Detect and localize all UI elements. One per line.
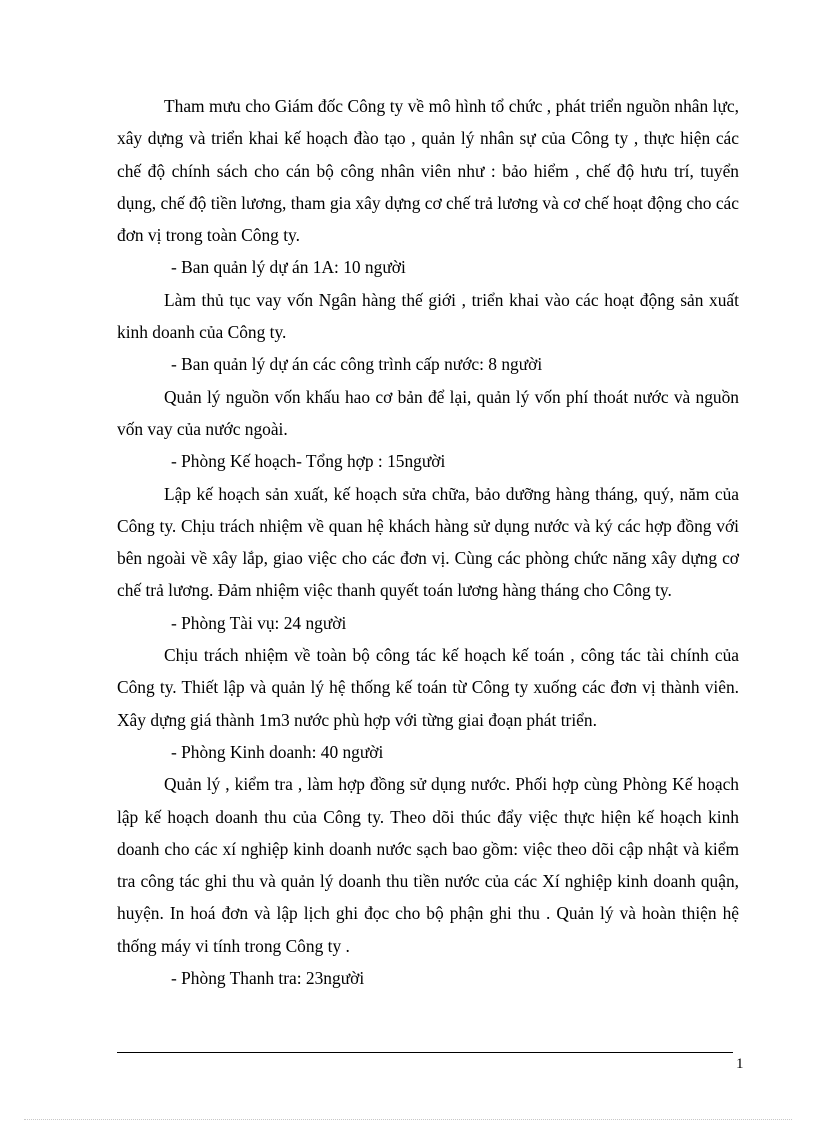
paragraph-business-duties: Quản lý , kiểm tra , làm hợp đồng sử dụng nước. Phối hợp cùng Phòng Kế hoạch lập kế hoạch doanh thu của Công ty. Theo dõi thúc đẩy việc thực hiện kế hoạch kinh doanh cho các xí nghiệp kinh doanh nước sạch bao gồm: việc theo dõi cập nhật và kiểm tra công tác ghi thu và quản lý doanh thu tiền nước của các Xí nghiệp kinh doanh quận, huyện. In hoá đơn và lập lịch ghi đọc cho bộ phận ghi thu . Quản lý và hoàn thiện hệ thống máy vi tính trong Công ty . (117, 774, 739, 956)
page-number: 1 (736, 1056, 744, 1072)
section-heading-finance: - Phòng Tài vụ: 24 người (171, 612, 347, 633)
paragraph-finance-duties: Chịu trách nhiệm về toàn bộ công tác kế hoạch kế toán , công tác tài chính của Công ty. Thiết lập và quản lý hệ thống kế toán từ Công ty xuống các đơn vị thành viên. Xây dựng giá thành 1m3 nước phù hợp với từng giai đoạn phát triển. (117, 645, 739, 730)
section-heading-project-1a: - Ban quản lý dự án 1A: 10 người (171, 257, 406, 278)
paragraph-project-1a-duties: Làm thủ tục vay vốn Ngân hàng thế giới , triển khai vào các hoạt động sản xuất kinh doanh của Công ty. (117, 289, 739, 343)
paragraph-personnel-duties: Tham mưu cho Giám đốc Công ty về mô hình tổ chức , phát triển nguồn nhân lực, xây dựng và triển khai kế hoạch đào tạo , quản lý nhân sự của Công ty , thực hiện các chế độ chính sách cho cán bộ công nhân viên như : bảo hiểm , chế độ hưu trí, tuyển dụng, chế độ tiền lương, tham gia xây dựng cơ chế trả lương và cơ chế hoạt động cho các đơn vị trong toàn Công ty. (117, 96, 739, 246)
page-content (117, 90, 739, 994)
section-heading-inspection: - Phòng Thanh tra: 23người (171, 968, 365, 989)
section-heading-business: - Phòng Kinh doanh: 40 người (171, 741, 384, 762)
section-heading-planning: - Phòng Kế hoạch- Tổng hợp : 15người (171, 451, 446, 472)
paragraph-water-projects-duties: Quản lý nguồn vốn khấu hao cơ bản để lại, quản lý vốn phí thoát nước và nguồn vốn vay của nước ngoài. (117, 386, 739, 439)
section-heading-water-projects: - Ban quản lý dự án các công trình cấp nước: 8 người (171, 354, 543, 375)
page-bottom-edge (24, 1119, 792, 1120)
paragraph-planning-duties: Lập kế hoạch sản xuất, kế hoạch sửa chữa, bảo dưỡng hàng tháng, quý, năm của Công ty. Chịu trách nhiệm về quan hệ khách hàng sử dụng nước và ký các hợp đồng với bên ngoài về xây lắp, giao việc cho các đơn vị. Cùng các phòng chức năng xây dựng cơ chế trả lương. Đảm nhiệm việc thanh quyết toán lương hàng tháng cho Công ty. (117, 483, 739, 601)
footer-divider (117, 1052, 733, 1053)
